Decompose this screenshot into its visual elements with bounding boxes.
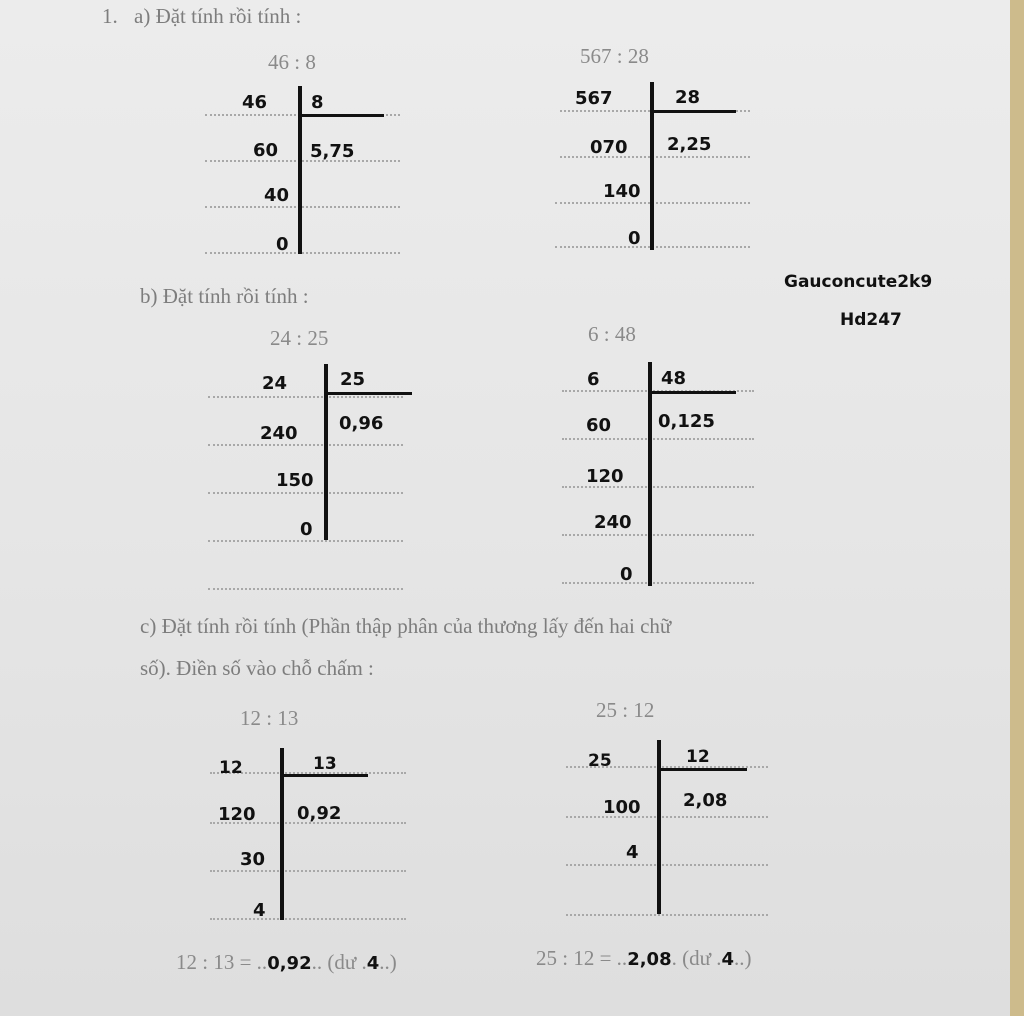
step-value: 120 — [218, 804, 256, 825]
result-prefix: 12 : 13 = .. — [176, 950, 268, 974]
problem-label: 12 : 13 — [240, 706, 299, 730]
dividend: 25 — [588, 751, 612, 771]
step-value: 240 — [260, 423, 298, 444]
problem-label: 567 : 28 — [580, 44, 649, 68]
part-b-heading: b) Đặt tính rồi tính : — [140, 284, 309, 308]
result-answer: 2,08 — [627, 949, 672, 970]
quotient: 0,92 — [297, 803, 342, 824]
result-middle: .. (dư . — [311, 950, 367, 974]
step-value: 070 — [590, 137, 628, 158]
dividend: 46 — [242, 92, 268, 113]
quotient: 0,96 — [339, 413, 384, 434]
dotted-line — [205, 160, 400, 162]
quotient: 2,25 — [667, 134, 712, 155]
dotted-line — [205, 206, 400, 208]
dotted-line — [208, 540, 403, 542]
divisor: 13 — [313, 754, 337, 774]
dotted-line — [208, 588, 403, 590]
step-value: 120 — [586, 466, 624, 487]
dotted-line — [566, 816, 768, 818]
dividend: 567 — [575, 88, 613, 109]
result-prefix: 25 : 12 = .. — [536, 946, 628, 970]
divisor: 28 — [675, 87, 701, 108]
divisor: 25 — [340, 369, 366, 390]
quotient: 5,75 — [310, 141, 355, 162]
problem-label: 25 : 12 — [596, 698, 655, 722]
dotted-line — [562, 582, 754, 584]
division-horizontal-bar — [282, 774, 368, 777]
division-vertical-bar — [648, 362, 652, 586]
step-value: 40 — [264, 185, 290, 206]
division-vertical-bar — [657, 740, 661, 914]
result-middle: . (dư . — [671, 946, 722, 970]
dotted-line — [208, 444, 403, 446]
step-value: 150 — [276, 470, 314, 491]
step-value: 0 — [276, 234, 289, 255]
step-value: 0 — [628, 228, 641, 249]
part-a-heading: a) Đặt tính rồi tính : — [134, 4, 302, 28]
division-horizontal-bar — [326, 392, 412, 395]
step-value: 60 — [253, 140, 279, 161]
result-line-c2 — [536, 946, 752, 971]
exercise-number: 1. — [102, 4, 118, 28]
quotient: 2,08 — [683, 790, 728, 811]
watermark-line2: Hd247 — [840, 310, 902, 330]
step-value: 4 — [253, 900, 266, 921]
division-horizontal-bar — [650, 391, 736, 394]
dotted-line — [205, 252, 400, 254]
result-line-c1 — [176, 950, 397, 975]
desk-edge — [1010, 0, 1024, 1016]
step-value: 60 — [586, 415, 612, 436]
dotted-line — [208, 492, 403, 494]
dotted-line — [210, 870, 406, 872]
dotted-line — [566, 914, 768, 916]
problem-label: 6 : 48 — [588, 322, 636, 346]
quotient: 0,125 — [658, 411, 715, 432]
dotted-line — [562, 534, 754, 536]
result-remainder: 4 — [721, 949, 735, 970]
division-vertical-bar — [298, 86, 302, 254]
dividend: 12 — [219, 758, 243, 778]
result-suffix: ..) — [734, 946, 752, 970]
part-c-heading-line2: số). Điền số vào chỗ chấm : — [140, 656, 374, 680]
division-vertical-bar — [650, 82, 654, 250]
dotted-line — [210, 918, 406, 920]
division-horizontal-bar — [300, 114, 384, 117]
result-suffix: ..) — [379, 950, 397, 974]
problem-label: 46 : 8 — [268, 50, 316, 74]
result-remainder: 4 — [366, 953, 380, 974]
step-value: 240 — [594, 512, 632, 533]
problem-label: 24 : 25 — [270, 326, 329, 350]
dotted-line — [560, 156, 750, 158]
dotted-line — [566, 864, 768, 866]
divisor: 8 — [311, 92, 324, 113]
step-value: 30 — [240, 849, 266, 870]
divisor: 12 — [686, 747, 710, 767]
divisor: 48 — [661, 368, 687, 389]
step-value: 140 — [603, 181, 641, 202]
dotted-line — [208, 396, 403, 398]
part-c-heading-line1: c) Đặt tính rồi tính (Phần thập phân của thương lấy đến hai chữ — [140, 614, 672, 638]
division-horizontal-bar — [659, 768, 747, 771]
dotted-line — [562, 438, 754, 440]
watermark-line1: Gauconcute2k9 — [784, 272, 933, 292]
dividend: 6 — [587, 369, 600, 390]
result-answer: 0,92 — [267, 953, 312, 974]
division-vertical-bar — [324, 364, 328, 540]
step-value: 4 — [626, 842, 639, 863]
dividend: 24 — [262, 373, 288, 394]
division-horizontal-bar — [652, 110, 736, 113]
step-value: 0 — [300, 519, 313, 540]
step-value: 100 — [603, 797, 641, 818]
step-value: 0 — [620, 564, 633, 585]
